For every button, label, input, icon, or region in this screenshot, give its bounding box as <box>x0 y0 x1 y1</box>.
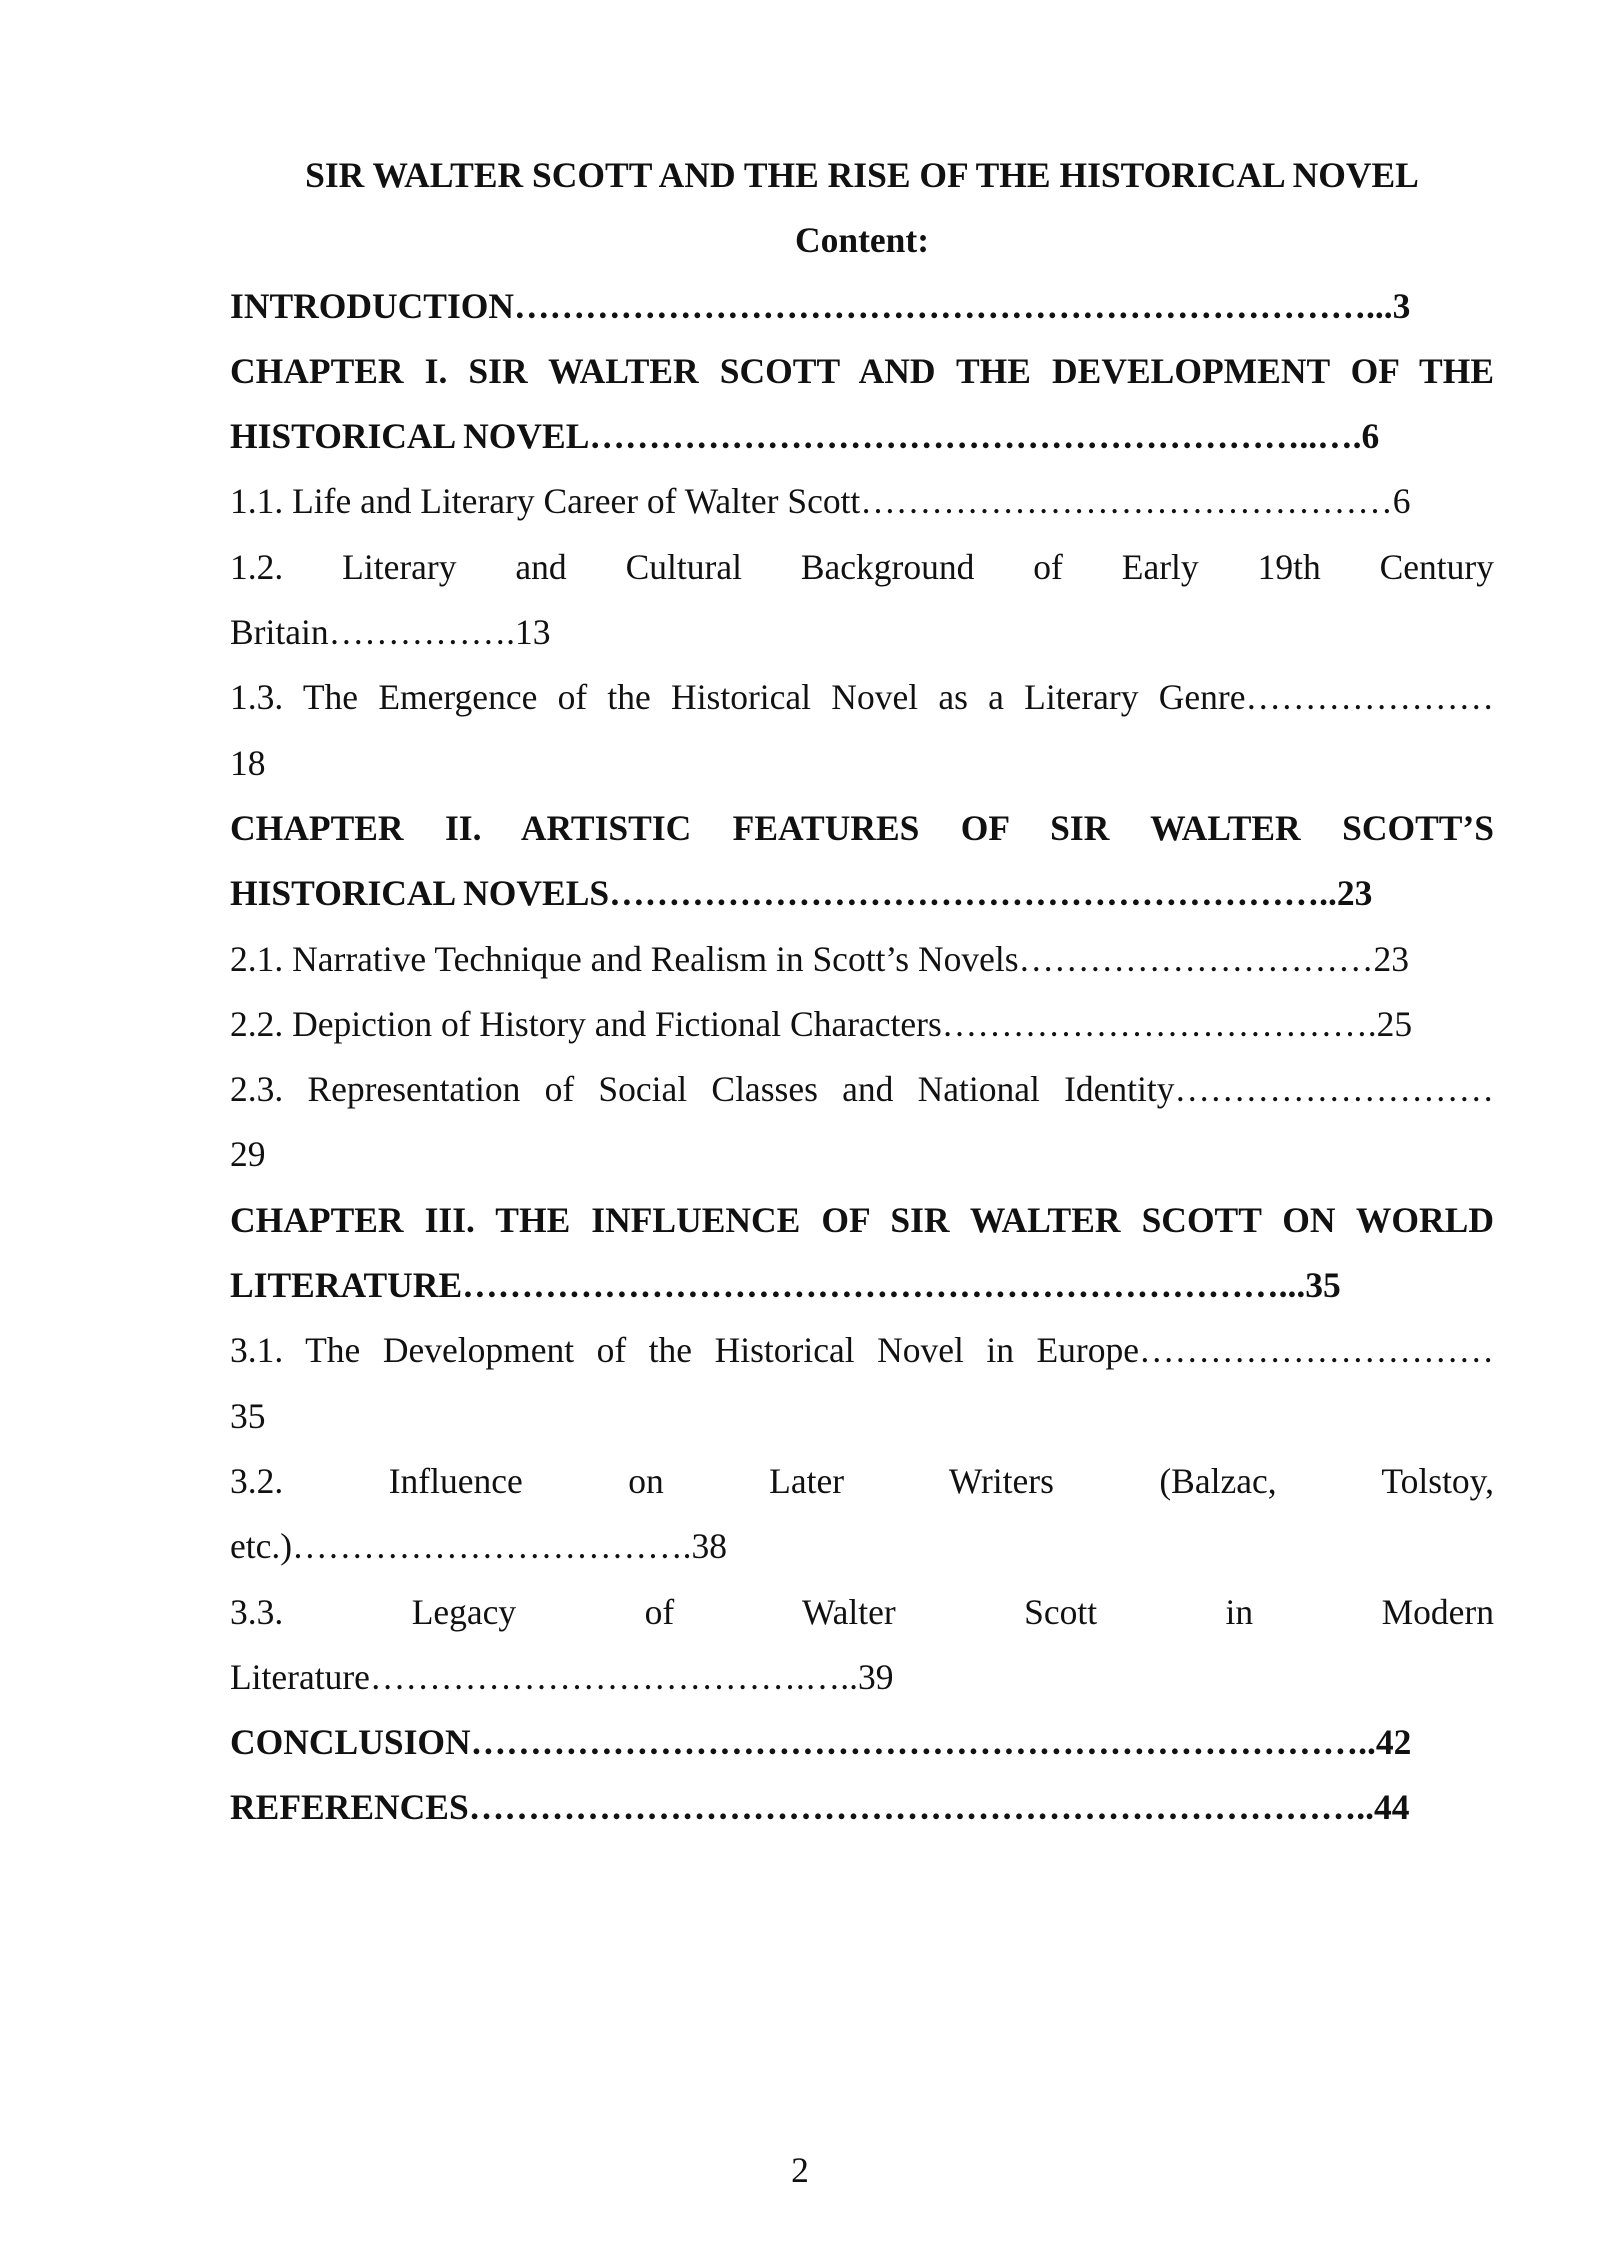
toc-chapter-2-line-2: HISTORICAL NOVELS……………………………………………………..23 <box>230 873 1373 914</box>
document-title: SIR WALTER SCOTT AND THE RISE OF THE HISTORICAL NOVEL <box>305 155 1419 195</box>
toc-section-3-2-line-2: etc.)…………………………….38 <box>230 1526 727 1567</box>
toc-chapter-1-line-1: CHAPTER I. SIR WALTER SCOTT AND THE DEVELOPMENT OF THE <box>230 350 1494 391</box>
toc-section-3-1-line-2: 35 <box>230 1395 266 1436</box>
toc-references: REFERENCES…………………………………………………………………..44 <box>230 1787 1410 1828</box>
toc-section-3-3-line-2: Literature……………………………….…..39 <box>230 1656 894 1697</box>
toc-chapter-3-line-2: LITERATURE……………………………………………………………...35 <box>230 1265 1341 1306</box>
toc-section-2-3-line-2: 29 <box>230 1134 266 1175</box>
toc-section-2-1: 2.1. Narrative Technique and Realism in Scott’s Novels…………………………23 <box>230 938 1410 979</box>
toc-section-2-2: 2.2. Depiction of History and Fictional Characters……………………………….25 <box>230 1003 1413 1044</box>
toc-section-1-1: 1.1. Life and Literary Career of Walter Scott………………………………………6 <box>230 481 1411 522</box>
toc-chapter-2-line-1: CHAPTER II. ARTISTIC FEATURES OF SIR WALTER SCOTT’S <box>230 807 1494 848</box>
toc-section-1-3-line-2: 18 <box>230 742 266 783</box>
toc-section-1-2-line-1: 1.2. Literary and Cultural Background of Early 19th Century <box>230 546 1494 587</box>
toc-section-3-3-line-1: 3.3. Legacy of Walter Scott in Modern <box>230 1591 1494 1632</box>
table-of-contents <box>230 143 1494 1841</box>
page-number: 2 <box>791 2150 809 2190</box>
toc-section-3-1-line-1: 3.1. The Development of the Historical Novel in Europe………………………… <box>230 1330 1494 1371</box>
toc-chapter-1-line-2: HISTORICAL NOVEL……………………………………………………..….6 <box>230 416 1380 457</box>
contents-heading: Content: <box>794 220 930 261</box>
toc-chapter-3-line-1: CHAPTER III. THE INFLUENCE OF SIR WALTER SCOTT ON WORLD <box>230 1199 1494 1240</box>
toc-introduction: INTRODUCTION………………………………………………………………...3 <box>230 285 1411 326</box>
toc-section-1-2-line-2: Britain…………….13 <box>230 612 551 653</box>
toc-section-2-3-line-1: 2.3. Representation of Social Classes and National Identity……………………… <box>230 1069 1494 1110</box>
toc-conclusion: CONCLUSION…………………………………………………………………..42 <box>230 1722 1412 1763</box>
toc-section-3-2-line-1: 3.2. Influence on Later Writers (Balzac, Tolstoy, <box>230 1460 1494 1501</box>
toc-section-1-3-line-1: 1.3. The Emergence of the Historical Novel as a Literary Genre………………… <box>230 677 1494 718</box>
